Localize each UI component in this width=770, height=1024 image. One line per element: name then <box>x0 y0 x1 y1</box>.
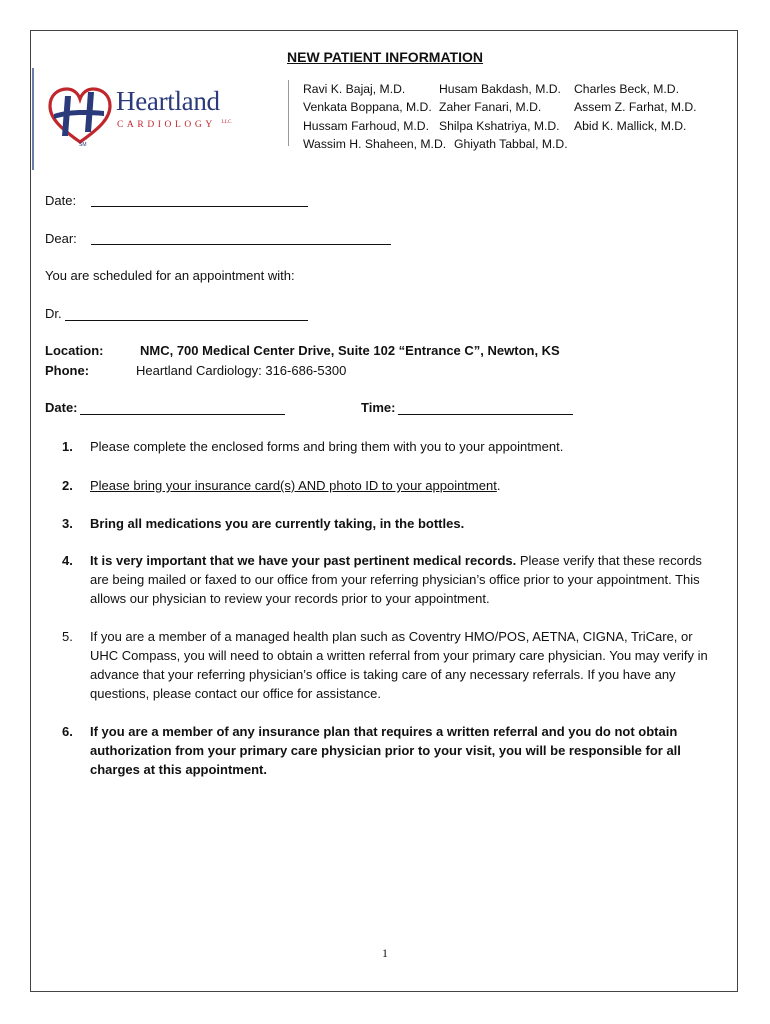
item-number: 4. <box>62 553 73 568</box>
physician-name: Ghiyath Tabbal, M.D. <box>454 136 568 151</box>
appointment-date-label: Date: <box>45 400 78 415</box>
appointment-date-field[interactable] <box>80 413 285 415</box>
item-text-bold: It is very important that we have your past pertinent medical records. <box>90 553 517 568</box>
physician-name: Venkata Boppana, M.D. <box>303 100 432 115</box>
appointment-time-label: Time: <box>361 400 396 415</box>
phone-label: Phone: <box>45 362 90 378</box>
location-block <box>45 341 685 380</box>
item-text: Bring all medications you are currently taking, in the bottles. <box>90 516 465 531</box>
item-text: Please verify that these records are being mailed or faxed to our office from your referring physician’s office prior to your appointment. This allows our physician to review your records prior to your appointment. <box>90 553 702 606</box>
physician-name: Wassim H. Shaheen, M.D. <box>303 136 447 151</box>
physician-name: Shilpa Kshatriya, M.D. <box>439 118 560 133</box>
item-number: 3. <box>62 516 73 531</box>
heartland-logo <box>46 84 246 148</box>
date-label: Date: <box>45 193 77 208</box>
list-item <box>62 551 710 608</box>
page-number: 1 <box>382 946 388 960</box>
doctor-label: Dr. <box>45 306 62 321</box>
svg-text:SM: SM <box>79 142 87 148</box>
item-number: 6. <box>62 724 73 739</box>
physician-name: Zaher Fanari, M.D. <box>439 100 542 115</box>
item-text: If you are a member of a managed health plan such as Coventry HMO/POS, AETNA, CIGNA, TriCare, or UHC Compass, you will need to obtain a written referral from your primary care physician. You may verify in advance that your referring physician’s office is taking care of any necessary referrals. If you have any questions, please contact our office for assistance. <box>90 629 708 701</box>
page-frame <box>30 30 738 992</box>
item-number: 2. <box>62 478 73 493</box>
location-label: Location: <box>45 343 104 358</box>
logo-subtitle: CARDIOLOGY $^{LLC}$ <box>117 120 232 130</box>
item-text: If you are a member of any insurance plan that requires a written referral and you do not obtain authorization from your primary care physician prior to your visit, you will be responsible for all charges at this appointment. <box>90 724 681 777</box>
physician-name: Charles Beck, M.D. <box>574 82 679 96</box>
list-item <box>62 722 710 779</box>
left-accent-rule <box>32 68 34 170</box>
date-blank-field[interactable] <box>91 205 308 207</box>
scheduled-text: You are scheduled for an appointment with: <box>45 268 295 283</box>
physician-name: Ravi K. Bajaj, M.D. <box>303 82 406 96</box>
dear-blank-field[interactable] <box>91 243 391 245</box>
item-text-tail: . <box>496 478 501 493</box>
list-item <box>62 476 710 495</box>
list-item <box>62 514 710 533</box>
item-number: 1. <box>62 439 73 454</box>
item-text: Please complete the enclosed forms and bring them with you to your appointment. <box>90 439 564 454</box>
list-item <box>62 627 710 703</box>
item-number: 5. <box>62 629 73 644</box>
physician-name: Husam Bakdash, M.D. <box>439 82 561 96</box>
physician-name: Hussam Farhoud, M.D. <box>303 118 429 133</box>
appointment-time-field[interactable] <box>398 413 573 415</box>
physician-name: Assem Z. Farhat, M.D. <box>574 100 697 115</box>
phone-value: Heartland Cardiology: 316-686-5300 <box>136 362 347 378</box>
list-item <box>62 437 710 456</box>
page-title: NEW PATIENT INFORMATION <box>287 49 483 65</box>
dear-label: Dear: <box>45 231 77 246</box>
logo-wordmark: Heartland <box>116 86 220 116</box>
doctor-blank-field[interactable] <box>65 319 308 321</box>
heart-h-logo-icon <box>46 84 118 148</box>
item-text: Please bring your insurance card(s) AND photo ID to your appointment <box>90 478 497 493</box>
header-divider <box>288 80 289 146</box>
physician-name: Abid K. Mallick, M.D. <box>574 118 687 133</box>
location-value: NMC, 700 Medical Center Drive, Suite 102 “Entrance C”, Newton, KS <box>140 343 560 358</box>
